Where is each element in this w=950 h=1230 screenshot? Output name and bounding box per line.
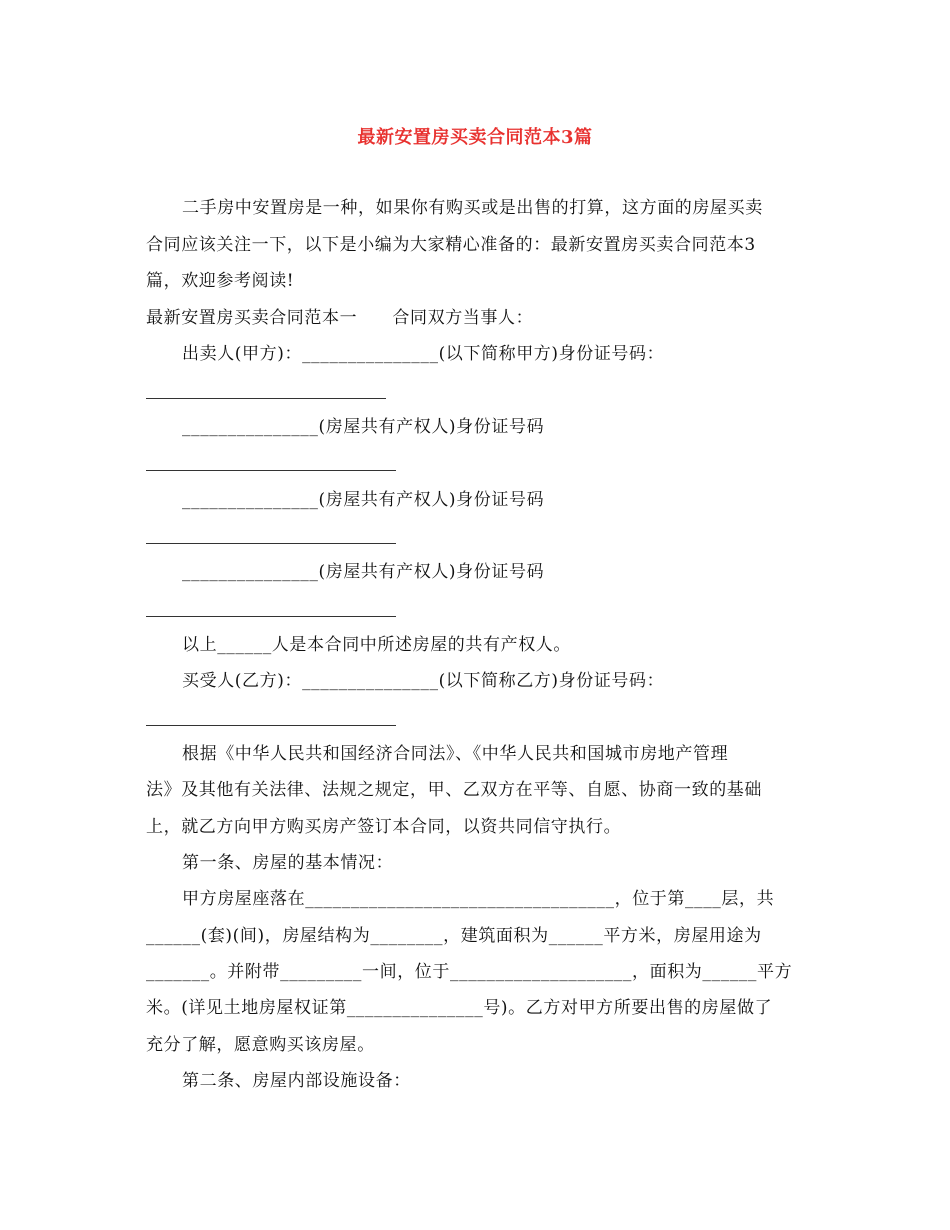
basis-line-1: 根据《中华人民共和国经济合同法》、《中华人民共和国城市房地产管理 [182, 744, 729, 764]
co-owner-line-3: _______________(房屋共有产权人)身份证号码 [182, 562, 545, 582]
buyer-line: 买受人(乙方)：_______________(以下简称乙方)身份证号码： [182, 671, 665, 691]
blank-underline [146, 543, 396, 544]
co-owner-line-2: _______________(房屋共有产权人)身份证号码 [182, 490, 545, 510]
article-1-line-1: 甲方房屋座落在__________________________________，位于第____层，共 [182, 889, 775, 909]
blank-underline [146, 725, 396, 726]
intro-line-1: 二手房中安置房是一种，如果你有购买或是出售的打算，这方面的房屋买卖 [182, 198, 763, 218]
article-2-heading: 第二条、房屋内部设施设备： [182, 1071, 411, 1091]
blank-underline [146, 470, 396, 471]
intro-line-3: 篇，欢迎参考阅读! [146, 271, 295, 291]
article-1-line-4: 米。(详见土地房屋权证第_______________号)。乙方对甲方所要出售的房屋做了 [146, 998, 773, 1018]
blank-underline [146, 398, 386, 399]
article-1-line-2: ______(套)(间)，房屋结构为________，建筑面积为______平方米，房屋用途为 [146, 926, 762, 946]
intro-line-2: 合同应该关注一下，以下是小编为大家精心准备的：最新安置房买卖合同范本3 [146, 235, 756, 255]
seller-line: 出卖人(甲方)：_______________(以下简称甲方)身份证号码： [182, 344, 665, 364]
co-owner-line-1: _______________(房屋共有产权人)身份证号码 [182, 417, 545, 437]
co-owner-count-line: 以上______人是本合同中所述房屋的共有产权人。 [182, 635, 571, 655]
article-1-line-5: 充分了解，愿意购买该房屋。 [146, 1035, 375, 1055]
basis-line-2: 法》及其他有关法律、法规之规定，甲、乙双方在平等、自愿、协商一致的基础 [146, 780, 762, 800]
article-1-line-3: _______。并附带_________一间，位于____________________，面积为______平方 [146, 962, 793, 982]
section-heading-1: 最新安置房买卖合同范本一 合同双方当事人： [146, 308, 534, 328]
article-1-heading: 第一条、房屋的基本情况： [182, 853, 394, 873]
document-title: 最新安置房买卖合同范本3篇 [357, 127, 593, 148]
basis-line-3: 上，就乙方向甲方购买房产签订本合同，以资共同信守执行。 [146, 817, 622, 837]
blank-underline [146, 616, 396, 617]
